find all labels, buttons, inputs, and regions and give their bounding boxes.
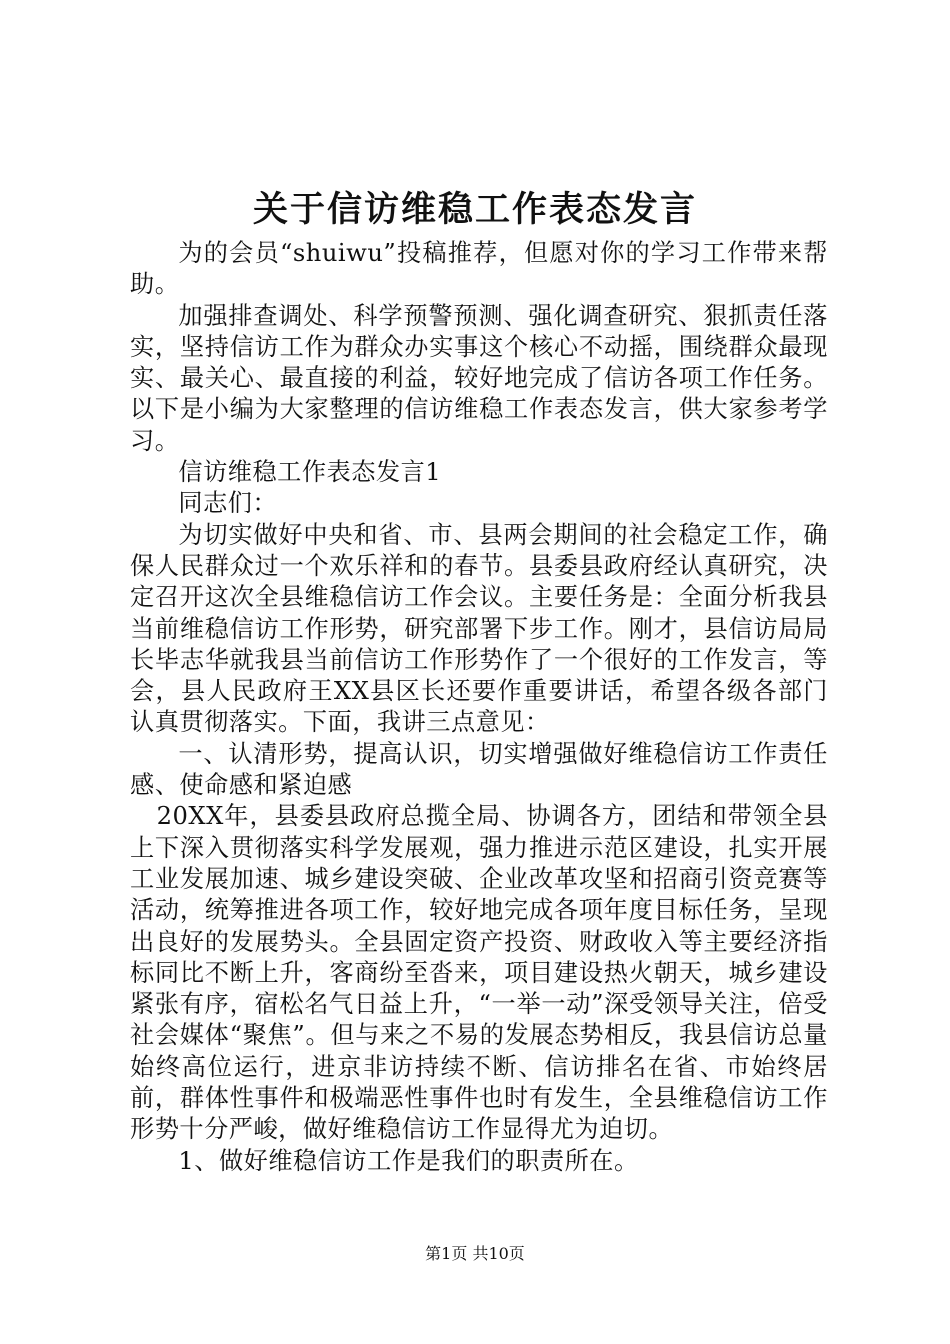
paragraph-opening: 为切实做好中央和省、市、县两会期间的社会稳定工作，确保人民群众过一个欢乐祥和的春节。县委县政府经认真研究，决定召开这次全县维稳信访工作会议。主要任务是：全面分析我县当前维稳信访工作形势，研究部署下步工作。刚才，县信访局局长毕志华就我县当前信访工作形势作了一个很好的工作发言，等会，县人民政府王XX县区长还要作重要讲话，希望各级各部门认真贯彻落实。下面，我讲三点意见： bbox=[130, 520, 828, 737]
paragraph-summary: 加强排查调处、科学预警预测、强化调查研究、狠抓责任落实，坚持信访工作为群众办实事这个核心不动摇，围绕群众最现实、最关心、最直接的利益，较好地完成了信访各项工作任务。以下是小编为大家整理的信访维稳工作表态发言，供大家参考学习。 bbox=[130, 301, 828, 455]
subpoint-heading-1: 1、做好维稳信访工作是我们的职责所在。 bbox=[178, 1146, 639, 1175]
point-heading-1: 一、认清形势，提高认识，切实增强做好维稳信访工作责任感、使命感和紧迫感 bbox=[130, 739, 828, 800]
paragraph-situation: 20XX年，县委县政府总揽全局、协调各方，团结和带领全县上下深入贯彻落实科学发展观，强力推进示范区建设，扎实开展工业发展加速、城乡建设突破、企业改革攻坚和招商引资竞赛等活动，统筹推进各项工作，较好地完成各项年度目标任务，呈现出良好的发展势头。全县固定资产投资、财政收入等主要经济指标同比不断上升，客商纷至沓来，项目建设热火朝天，城乡建设紧张有序，宿松名气日益上升，“一举一动”深受领导关注，倍受社会媒体“聚焦”。但与来之不易的发展态势相反，我县信访总量始终高位运行，进京非访持续不断、信访排名在省、市始终居前，群体性事件和极端恶性事件也时有发生，全县维稳信访工作形势十分严峻，做好维稳信访工作显得尤为迫切。 bbox=[130, 802, 828, 1144]
document-body bbox=[130, 238, 828, 1177]
section-heading-1: 信访维稳工作表态发言1 bbox=[178, 458, 442, 487]
page-footer: 第1页 共10页 bbox=[425, 1244, 525, 1263]
paragraph-salutation: 同志们： bbox=[178, 489, 278, 518]
paragraph-intro: 为的会员“shuiwu”投稿推荐，但愿对你的学习工作带来帮助。 bbox=[130, 239, 828, 299]
document-title: 关于信访维稳工作表态发言 bbox=[252, 189, 697, 230]
